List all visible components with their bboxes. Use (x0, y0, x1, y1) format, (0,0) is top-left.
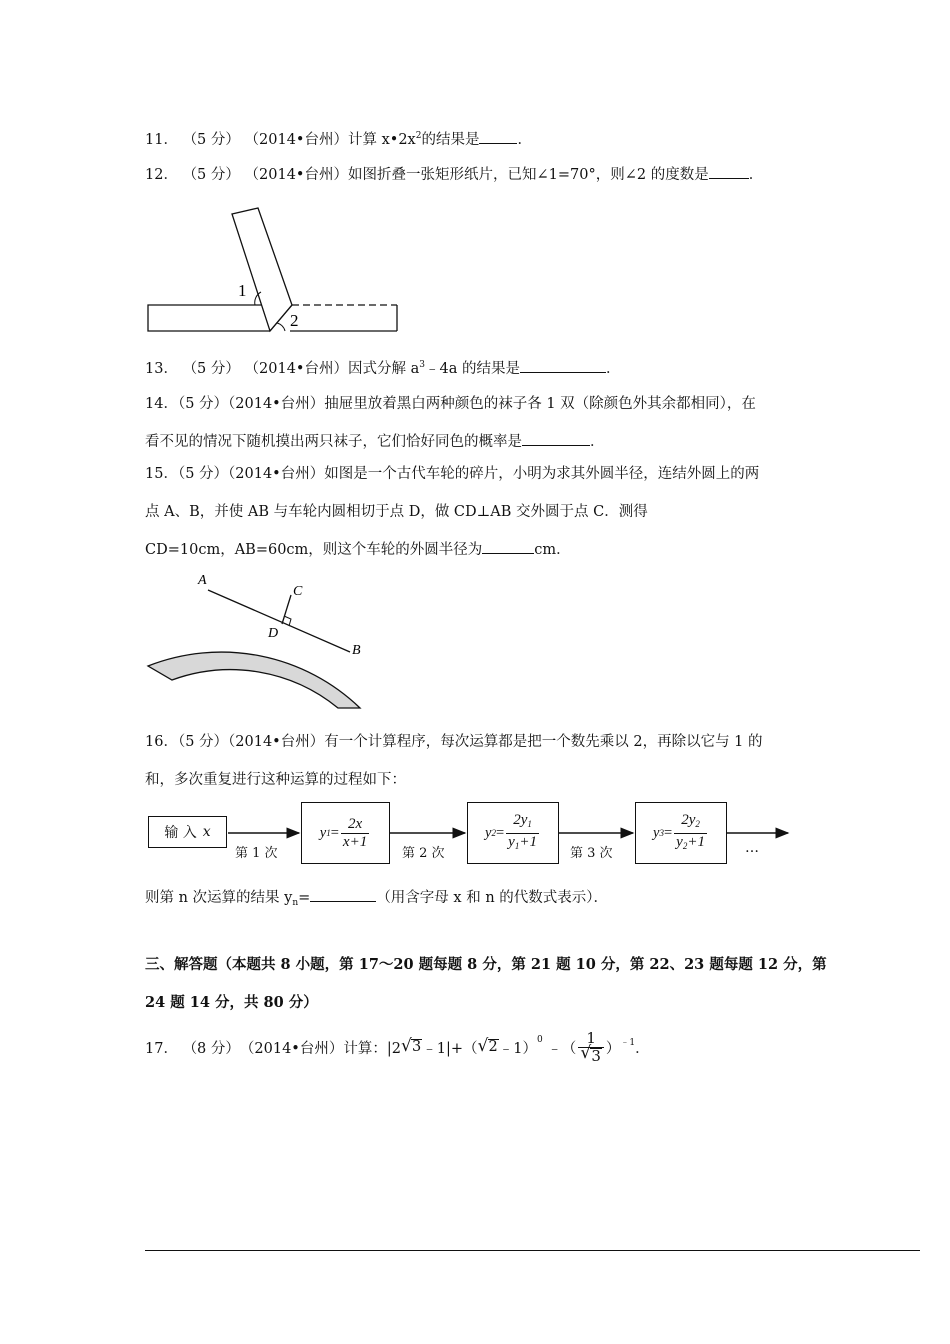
question-15-line-2: 点 A、B，并使 AB 与车轮内圆相切于点 D，做 CD⊥AB 交外圆于点 C．测得 (145, 504, 648, 520)
question-14-line-1: 14．（5 分）（2014•台州）抽屉里放着黑白两种颜色的袜子各 1 双（除颜色外其余都相同），在 (145, 396, 756, 412)
point-c-label: C (293, 584, 303, 599)
formula-box-1: y 1 = $\frac{2x}{x+1}$ (301, 802, 390, 864)
question-16-result: 则第 n 次运算的结果 $y_n=$ （用含字母 x 和 n 的代数式表示）． (145, 886, 608, 908)
question-15-line-3: CD=10cm，AB=60cm，则这个车轮的外圆半径为 cm． (145, 538, 571, 559)
formula-box-2: y 2 = $\frac{2y_1}{y_1+1}$ (467, 802, 559, 864)
footer-rule (145, 1250, 920, 1251)
question-15-line-1: 15．（5 分）（2014•台州）如图是一个古代车轮的碎片，小明为求其外圆半径，连结外圆上的两 (145, 466, 760, 482)
question-12: 12． （5 分） （2014•台州）如图折叠一张矩形纸片，已知∠1=70°，则∠2 的度数是 ． (145, 163, 763, 184)
question-14-line-2: 看不见的情况下随机摸出两只袜子，它们恰好同色的概率是 ． (145, 430, 605, 451)
answer-blank[interactable] (522, 431, 590, 446)
section-3-heading-line-1: 三、解答题（本题共 8 小题，第 17～20 题每题 8 分，第 21 题 10 分，第 22、23 题每题 12 分，第 (145, 956, 827, 973)
question-16-line-1: 16．（5 分）（2014•台州）有一个计算程序，每次运算都是把一个数先乘以 2，再除以它与 1 的 (145, 734, 763, 750)
answer-blank[interactable] (520, 358, 606, 373)
sqrt-2: √ 2 (479, 1039, 499, 1055)
section-3-heading-line-2: 24 题 14 分，共 80 分） (145, 994, 318, 1011)
point-a-label: A (198, 573, 207, 588)
angle-1-label: 1 (238, 281, 247, 300)
answer-blank[interactable] (709, 164, 749, 179)
formula-box-3: y 3 = $\frac{2y_2}{y_2+1}$ (635, 802, 727, 864)
ellipsis: … (745, 840, 759, 856)
wheel-fragment-figure (140, 568, 380, 713)
folded-paper-figure (140, 200, 410, 340)
sqrt-3: √ 3 (402, 1039, 422, 1055)
step-3-label: 第 3 次 (570, 846, 613, 861)
answer-blank[interactable] (310, 887, 376, 902)
point-b-label: B (352, 643, 361, 658)
point-d-label: D (268, 626, 279, 641)
calculation-flowchart (145, 798, 795, 868)
answer-blank[interactable] (482, 539, 534, 554)
fraction-one-over-sqrt3: 1 √ 3 (578, 1030, 604, 1065)
question-13: 13． （5 分） （2014•台州）因式分解 $a^3﹣4a$ 的结果是 ． (145, 360, 621, 377)
input-box: 输 入 x (148, 816, 227, 848)
question-11: 11． （5 分） （2014•台州）计算 $x•2x^2$的结果是 ． (145, 131, 532, 148)
question-17: 17． （8 分） （2014•台州） 计算：|2 √ 3 ﹣1|+（ √ 2 ﹣1） $^0$ ﹣（ 1 √ 3 ） $^{﹣1}$ ． (145, 1025, 650, 1069)
answer-blank[interactable] (479, 129, 517, 144)
step-2-label: 第 2 次 (402, 846, 445, 861)
question-16-line-2: 和，多次重复进行这种运算的过程如下： (145, 772, 406, 788)
angle-2-label: 2 (290, 311, 299, 330)
step-1-label: 第 1 次 (235, 846, 278, 861)
